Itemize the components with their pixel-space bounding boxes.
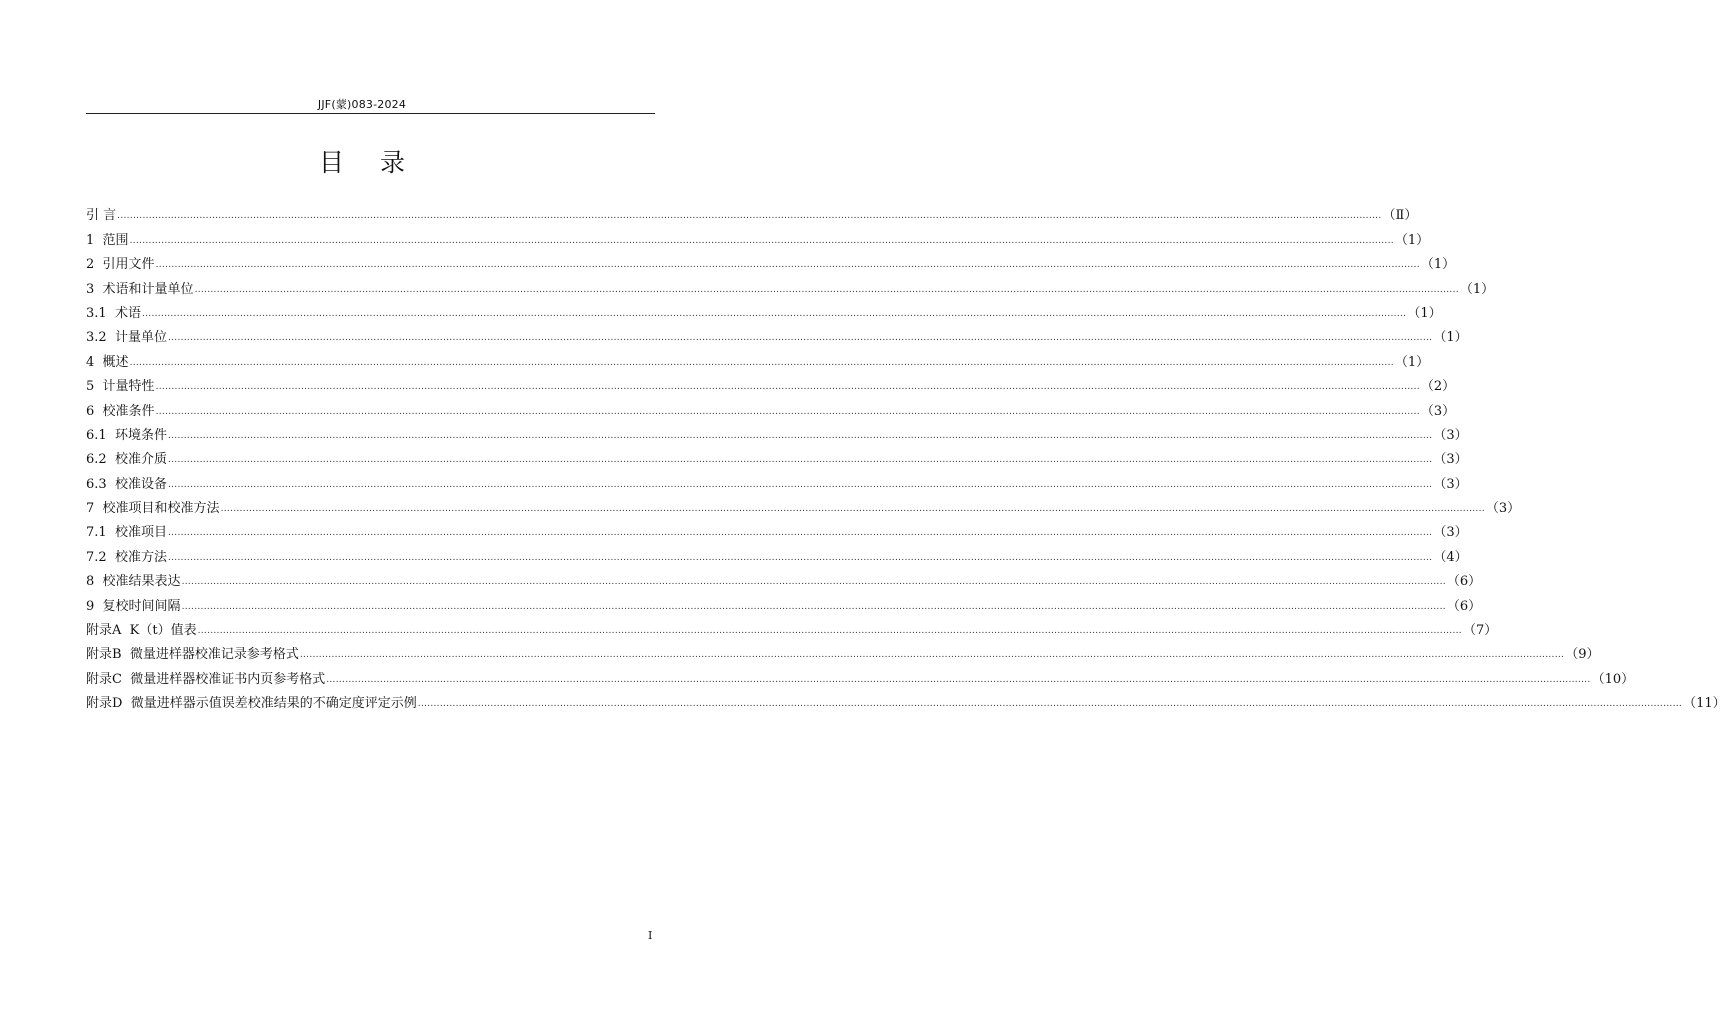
toc-entry-title: 微量进样器校准记录参考格式 — [129, 647, 299, 663]
toc-entry-page: （7） — [1462, 623, 1498, 639]
toc-leader-dots: ................................................................................................................................................................................................................................................................................................................................................................................................................ — [167, 333, 1433, 344]
toc-entry — [86, 322, 1468, 346]
toc-entry — [86, 200, 1418, 224]
toc-entry-page: （3） — [1433, 476, 1468, 492]
toc-entry-page: （6） — [1446, 598, 1482, 614]
toc-leader-dots: ................................................................................................................................................................................................................................................................................................................................................................................................................ — [155, 406, 1420, 417]
toc-leader-dots: ................................................................................................................................................................................................................................................................................................................................................................................................................ — [155, 382, 1420, 393]
toc-entry-number: 6 — [86, 403, 103, 419]
toc-entry-number: 8 — [86, 574, 103, 590]
toc-entry-number: 6.2 — [86, 452, 115, 468]
toc-leader-dots: ................................................................................................................................................................................................................................................................................................................................................................................................................ — [129, 357, 1394, 368]
toc-leader-dots: ................................................................................................................................................................................................................................................................................................................................................................................................................ — [181, 601, 1446, 612]
toc-entry-title: 术语和计量单位 — [102, 281, 194, 297]
toc-entry — [86, 249, 1456, 273]
toc-entry-page: （3） — [1433, 427, 1468, 443]
toc-entry — [86, 663, 1635, 687]
toc-entry-title: 环境条件 — [114, 427, 167, 443]
toc-entry-number: 3 — [86, 281, 103, 297]
toc-entry-page: （Ⅱ） — [1382, 208, 1418, 224]
toc-entry-title: 概述 — [102, 354, 129, 370]
toc-entry — [86, 444, 1468, 468]
toc-entry-number: 7.1 — [86, 525, 115, 541]
toc-entry-title: 术语 — [114, 305, 141, 321]
toc-leader-dots: ................................................................................................................................................................................................................................................................................................................................................................................................................ — [220, 504, 1485, 515]
toc-entry-page: （10） — [1591, 671, 1635, 687]
toc-entry-number: 附录A — [86, 623, 130, 639]
toc-entry-number: 1 — [86, 232, 103, 248]
toc-entry — [86, 273, 1495, 297]
toc-leader-dots: ................................................................................................................................................................................................................................................................................................................................................................................................................ — [181, 577, 1446, 588]
toc-entry-page: （4） — [1433, 549, 1468, 565]
toc-entry-page: （1） — [1394, 232, 1430, 248]
toc-leader-dots: ................................................................................................................................................................................................................................................................................................................................................................................................................ — [417, 699, 1683, 710]
toc-leader-dots: ................................................................................................................................................................................................................................................................................................................................................................................................................ — [129, 235, 1394, 246]
toc-entry — [86, 371, 1456, 395]
toc-entry-number: 7.2 — [86, 549, 115, 565]
toc-leader-dots: ................................................................................................................................................................................................................................................................................................................................................................................................................ — [167, 479, 1433, 490]
toc-entry — [86, 468, 1468, 492]
toc-entry — [86, 346, 1430, 370]
toc-entry-number: 6.3 — [86, 476, 115, 492]
toc-entry-number: 5 — [86, 379, 103, 395]
toc-leader-dots: ................................................................................................................................................................................................................................................................................................................................................................................................................ — [197, 626, 1462, 637]
toc-entry-title: 校准条件 — [102, 403, 155, 419]
toc-leader-dots: ................................................................................................................................................................................................................................................................................................................................................................................................................ — [167, 552, 1433, 563]
toc-leader-dots: ................................................................................................................................................................................................................................................................................................................................................................................................................ — [194, 284, 1459, 295]
toc-entry-title: 引用文件 — [102, 257, 155, 273]
toc-entry-title: 范围 — [102, 232, 129, 248]
toc-entry-page: （11） — [1683, 696, 1726, 712]
toc-entry-page: （6） — [1446, 574, 1482, 590]
toc-entry-title: 校准方法 — [114, 549, 167, 565]
page-number: I — [648, 929, 653, 942]
toc-leader-dots: ................................................................................................................................................................................................................................................................................................................................................................................................................ — [326, 674, 1591, 685]
toc-entry — [86, 639, 1600, 663]
toc-entry-page: （1） — [1407, 305, 1442, 321]
toc-entry-page: （1） — [1433, 330, 1468, 346]
toc-entry-title: 校准项目 — [114, 525, 167, 541]
toc-entry — [86, 420, 1468, 444]
toc-entry-title: 校准设备 — [114, 476, 167, 492]
toc-entry-title: 计量单位 — [114, 330, 167, 346]
toc-entry-number: 3.2 — [86, 330, 115, 346]
toc-entry — [86, 590, 1482, 614]
toc-entry-title: 言 — [103, 208, 117, 224]
toc-entry — [86, 298, 1442, 322]
toc-entry — [86, 615, 1498, 639]
toc-entry — [86, 517, 1468, 541]
toc-entry — [86, 493, 1521, 517]
toc-entry-number: 7 — [86, 501, 103, 517]
toc-leader-dots: ................................................................................................................................................................................................................................................................................................................................................................................................................ — [167, 528, 1433, 539]
toc-entry-page: （1） — [1394, 354, 1430, 370]
toc-leader-dots: ................................................................................................................................................................................................................................................................................................................................................................................................................ — [167, 455, 1433, 466]
toc-entry-title: K（t）值表 — [129, 623, 197, 639]
toc-entry-number: 4 — [86, 354, 103, 370]
toc-entry-number: 3.1 — [86, 305, 115, 321]
toc-entry-page: （3） — [1485, 501, 1521, 517]
toc-entry-number: 附录B — [86, 647, 130, 663]
toc-entry-page: （9） — [1565, 647, 1600, 663]
toc-entry-number: 附录D — [86, 696, 131, 712]
toc-leader-dots: ................................................................................................................................................................................................................................................................................................................................................................................................................ — [141, 308, 1407, 319]
toc-entry — [86, 688, 1726, 712]
toc-entry-title: 校准项目和校准方法 — [102, 501, 220, 517]
toc-entry-title: 校准结果表达 — [102, 574, 181, 590]
toc-entry — [86, 566, 1482, 590]
toc-entry-number: 6.1 — [86, 427, 115, 443]
toc-entry — [86, 224, 1430, 248]
toc-entry-title: 复校时间间隔 — [102, 598, 181, 614]
toc-entry-number: 附录C — [86, 671, 131, 687]
toc-entry-title: 微量进样器示值误差校准结果的不确定度评定示例 — [130, 696, 417, 712]
document-code: JJF(蒙)083-2024 — [317, 98, 407, 111]
toc-leader-dots: ................................................................................................................................................................................................................................................................................................................................................................................................................ — [155, 260, 1420, 271]
toc-entry-title: 计量特性 — [102, 379, 155, 395]
toc-leader-dots: ................................................................................................................................................................................................................................................................................................................................................................................................................ — [299, 650, 1565, 661]
toc-entry-page: （3） — [1433, 525, 1468, 541]
toc-entry — [86, 541, 1468, 565]
toc-entry-page: （1） — [1459, 281, 1495, 297]
toc-entry-page: （2） — [1420, 379, 1456, 395]
page-title: 目 录 — [319, 148, 419, 177]
toc-leader-dots: ................................................................................................................................................................................................................................................................................................................................................................................................................ — [167, 430, 1433, 441]
toc-entry-page: （1） — [1420, 257, 1456, 273]
toc-entry-number: 引 — [86, 208, 104, 224]
toc-entry-page: （3） — [1420, 403, 1456, 419]
toc-entry-page: （3） — [1433, 452, 1468, 468]
toc-entry-number: 9 — [86, 598, 103, 614]
toc-leader-dots: ................................................................................................................................................................................................................................................................................................................................................................................................................ — [117, 211, 1382, 222]
table-of-contents — [86, 200, 1726, 712]
toc-entry — [86, 395, 1456, 419]
toc-entry-number: 2 — [86, 257, 103, 273]
toc-entry-title: 微量进样器校准证书内页参考格式 — [130, 671, 326, 687]
header-rule — [86, 113, 655, 114]
toc-entry-title: 校准介质 — [114, 452, 167, 468]
